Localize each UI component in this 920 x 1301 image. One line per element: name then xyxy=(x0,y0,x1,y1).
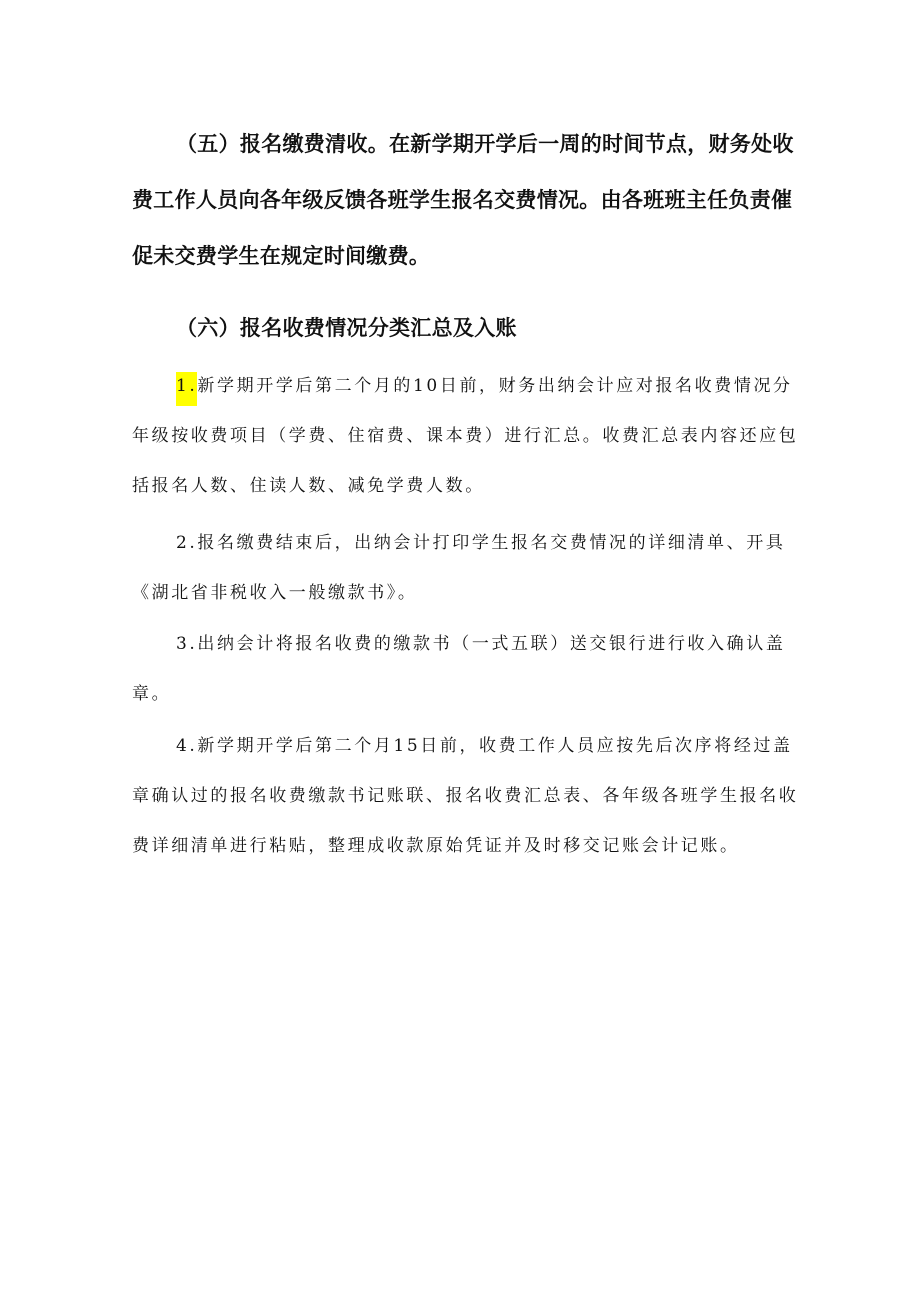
list-item xyxy=(132,518,804,618)
list-item xyxy=(132,619,804,719)
section-5-paragraph: （五）报名缴费清收。在新学期开学后一周的时间节点，财务处收费工作人员向各年级反馈各班学生报名交费情况。由各班班主任负责催促未交费学生在规定时间缴费。 xyxy=(132,132,794,268)
item-number: 2 xyxy=(176,533,190,553)
item-text: .报名缴费结束后，出纳会计打印学生报名交费情况的详细清单、开具《湖北省非税收入一般缴款书》。 xyxy=(132,533,786,603)
item-text: .出纳会计将报名收费的缴款书（一式五联）送交银行进行收入确认盖章。 xyxy=(132,634,786,704)
item-text: .新学期开学后第二个月15日前，收费工作人员应按先后次序将经过盖章确认过的报名收费缴款书记账联、报名收费汇总表、各年级各班学生报名收费详细清单进行粘贴，整理成收款原始凭证并及时移交记账会计记账。 xyxy=(132,736,799,856)
item-number-highlighted: 1. xyxy=(176,372,197,406)
item-text: 新学期开学后第二个月的10日前，财务出纳会计应对报名收费情况分年级按收费项目（学费、住宿费、课本费）进行汇总。收费汇总表内容还应包括报名人数、住读人数、减免学费人数。 xyxy=(132,376,799,496)
section-6-heading: （六）报名收费情况分类汇总及入账 xyxy=(176,316,517,340)
item-number: 3 xyxy=(176,634,190,654)
list-item xyxy=(132,361,804,511)
item-number: 4 xyxy=(176,736,190,756)
list-item xyxy=(132,721,804,871)
